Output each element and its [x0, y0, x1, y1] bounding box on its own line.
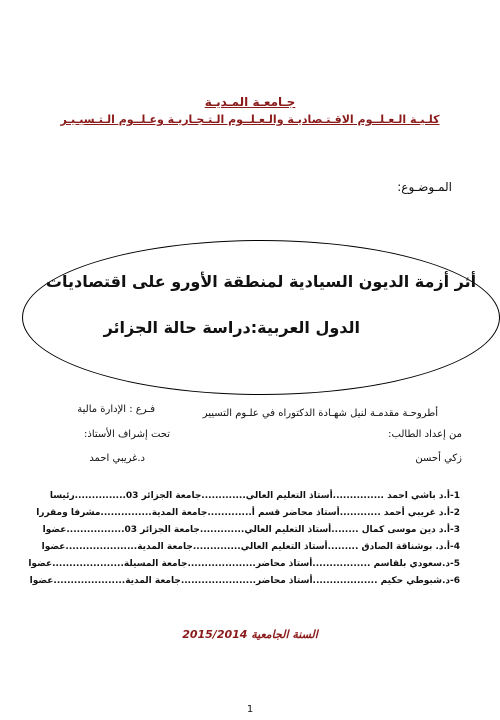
thesis-title-line1: أثر أزمة الديون السيادية لمنطقة الأورو على اقتصاديات [45, 272, 477, 291]
academic-year: السنة الجامعية 2015/2014 [182, 628, 318, 641]
jury-committee [28, 488, 460, 590]
jury-member: 6-د.شبوطي حكيم ...................أستاذ محاضر......................جامعة المدية.....................عضوا [29, 576, 460, 586]
branch-label: فـرع : الإدارة مالية [77, 404, 155, 415]
subject-label: المـوضـوع: [397, 180, 452, 194]
faculty-name: كلـيـة الـعـلــوم الاقـتـصاديـة والـعـلــوم الـتـجـاريـة وعـلــوم الـتـسيـيـر [60, 113, 440, 126]
page-number: 1 [246, 704, 254, 715]
supervisor-label: تحت إشراف الأستاذ: [84, 429, 170, 440]
jury-member: 3-أ.د دين موسى كمال ........أستاذ التعليم العالي.............جامعة الجزائر 03.................عضوا [42, 525, 460, 535]
jury-member: 5-د.سعودي بلقاسم .................أستاذ محاضر....................جامعة المسيلة.....................عضوا [28, 559, 460, 569]
prepared-by-label: من إعداد الطالب: [388, 429, 462, 440]
thesis-description: أطروحـة مقدمـة لنيل شهـادة الدكتوراه في علـوم التسيير [202, 408, 438, 419]
jury-member: 4-أ.د. بوشناقة الصادق .........أستاذ التعليم العالي..............جامعة المدية.....................عضوا [41, 542, 460, 552]
jury-member: 2-أ.د غريبي أحمد ............أستاذ محاضر قسم أ.............جامعة المدية...............مشرفا ومقررا [36, 508, 460, 518]
supervisor-name: د.غريبي احمد [89, 453, 145, 464]
student-name: زكي أحسن [415, 453, 462, 464]
university-name: جـامعـة المـديـة [204, 95, 296, 109]
jury-member: 1-أ.د باشي احمد ...............أستاذ التعليم العالي.............جامعة الجزائر 03...............رئيسا [49, 491, 460, 501]
thesis-title-line2: الدول العربية:دراسة حالة الجزائر [103, 318, 360, 337]
